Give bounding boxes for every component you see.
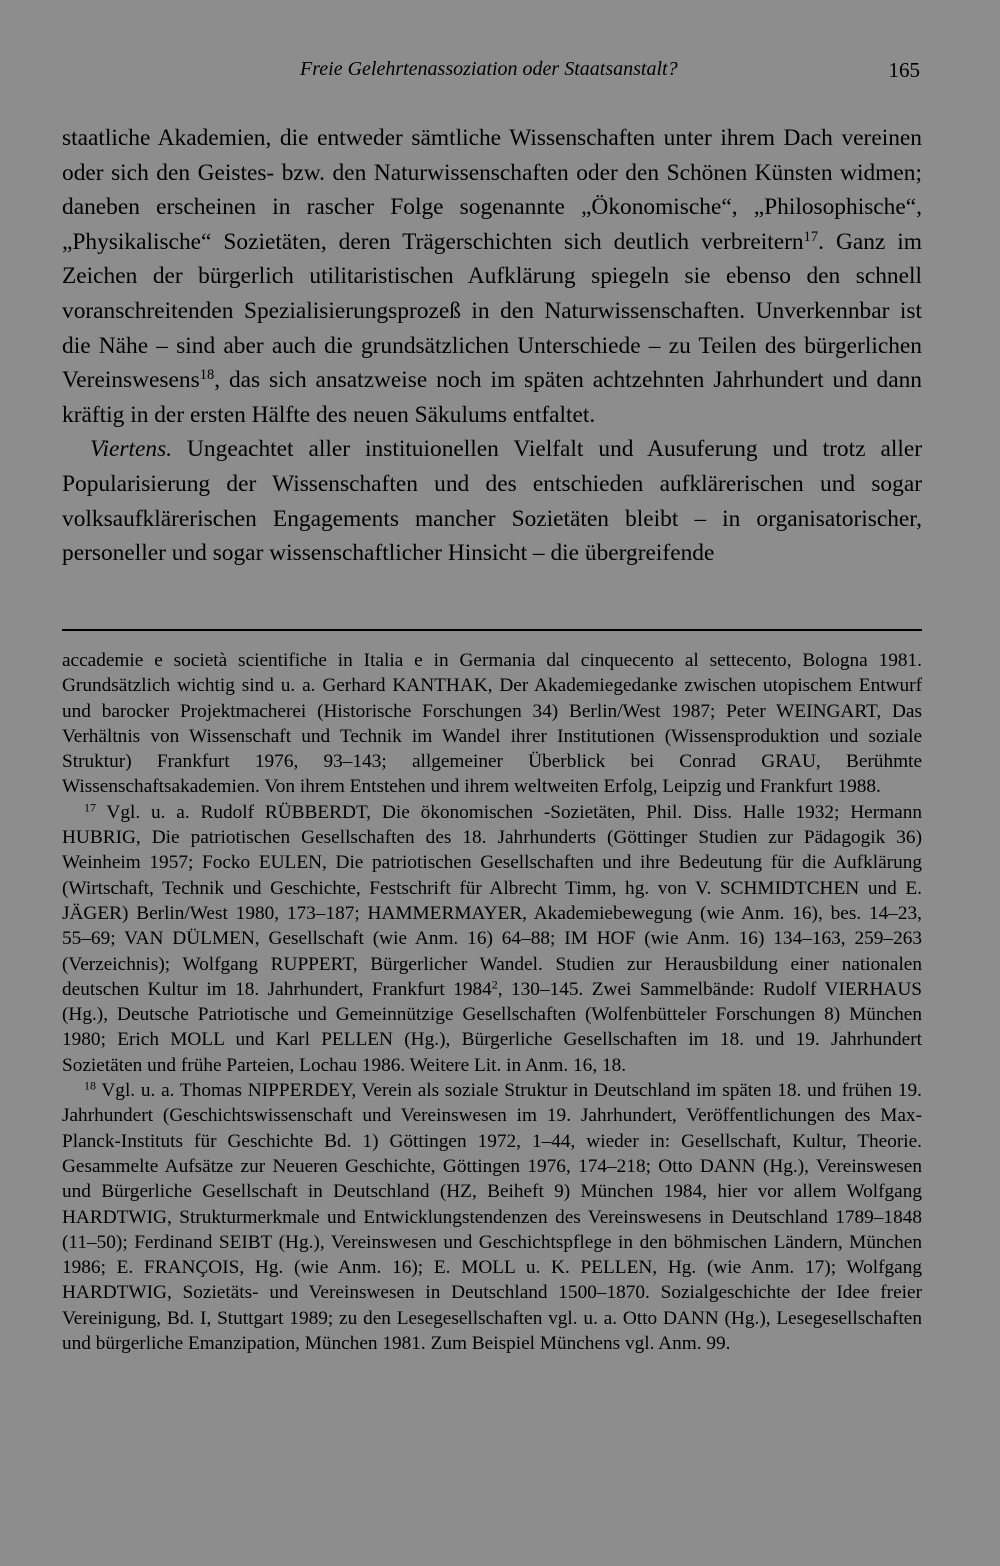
footnote-ref: 17 — [803, 228, 819, 245]
footnote-17 — [62, 800, 922, 1078]
footnote-continuation: accademie e società scientifiche in Italia e in Germania dal cinquecento al settecento, Bologna 1981. Grundsätzlich wichtig sind u. a. Gerhard KANTHAK, Der Akademiegedanke zwischen utopischem Entwurf und barocker Projektmacherei (Historische Forschungen 34) Berlin/West 1987; Peter WEINGART, Das Verhältnis von Wissenschaft und Technik im Wandel ihrer Institutionen (Wissensproduktion und soziale Struktur) Frankfurt 1976, 93–143; allgemeiner Überblick bei Conrad GRAU, Berühmte Wissenschaftsakademien. Von ihrem Entstehen und ihrem weltweiten Erfolg, Leipzig und Frankfurt 1988. — [62, 650, 922, 798]
footnote-text: , 130–145. Zwei Sammelbände: Rudolf VIERHAUS (Hg.), Deutsche Patriotische und Gemeinnützige Gesellschaften (Wolfenbütteler Forschungen 8) München 1980; Erich MOLL und Karl PELLEN (Hg.), Bürgerliche Gesellschaften im 18. und 19. Jahrhundert Sozietäten und frühe Parteien, Lochau 1986. Weitere Lit. in Anm. 16, 18. — [62, 978, 922, 1076]
main-text — [62, 121, 922, 571]
paragraph-lead: Viertens. — [90, 436, 173, 463]
footnote-mark: 18 — [84, 1078, 96, 1093]
footnote-text: Vgl. u. a. Thomas NIPPERDEY, Verein als soziale Struktur in Deutschland im späten 18. und frühen 19. Jahrhundert (Geschichtswissenschaft und Vereinswesen im 19. Jahrhundert, Veröffentlichungen des Max-Planck-Instituts für Geschichte Bd. 1) Göttingen 1972, 1–44, wieder in: Gesellschaft, Kultur, Theorie. Gesammelte Aufsätze zur Neueren Geschichte, Göttingen 1976, 174–218; Otto DANN (Hg.), Vereinswesen und Bürgerliche Gesellschaft in Deutschland (HZ, Beiheft 9) München 1984, hier vor allem Wolfgang HARDTWIG, Strukturmerkmale und Entwicklungstendenzen des Vereinswesens in Deutschland 1789–1848 (11–50); Ferdinand SEIBT (Hg.), Vereinswesen und Geschichtspflege in den böhmischen Ländern, München 1986; E. FRANÇOIS, Hg. (wie Anm. 16); E. MOLL u. K. PELLEN, Hg. (wie Anm. 17); Wolfgang HARDTWIG, Sozietäts- und Vereinswesen in Deutschland 1500–1870. Sozialgeschichte der Idee freier Vereinigung, Bd. I, Stuttgart 1989; zu den Lesegesellschaften vgl. u. a. Otto DANN (Hg.), Lesegesellschaften und bürgerliche Emanzipation, München 1981. Zum Beispiel Münchens vgl. Anm. 99. — [62, 1080, 922, 1355]
footnote-text: Vgl. u. a. Rudolf RÜBBERDT, Die ökonomischen -Sozietäten, Phil. Diss. Halle 1932; Hermann HUBRIG, Die patriotischen Gesellschaften des 18. Jahrhunderts (Göttinger Studien zur Pädagogik 36) Weinheim 1957; Focko EULEN, Die patriotischen Gesellschaften und ihre Bedeutung für die Aufklärung (Wirtschaft, Technik und Geschichte, Festschrift für Albrecht Timm, hg. von V. SCHMIDTCHEN und E. JÄGER) Berlin/West 1980, 173–187; HAMMERMAYER, Akademiebewegung (wie Anm. 16), bes. 14–23, 55–69; VAN DÜLMEN, Gesellschaft (wie Anm. 16) 64–88; IM HOF (wie Anm. 16) 134–163, 259–263 (Verzeichnis); Wolfgang RUPPERT, Bürgerlicher Wandel. Studien zur Herausbildung einer nationalen deutschen Kultur im 18. Jahrhundert, Frankfurt 1984 — [62, 801, 922, 1000]
running-title: Freie Gelehrtenassoziation oder Staatsanstalt? — [300, 58, 678, 80]
paragraph — [62, 121, 922, 432]
text-segment: , das sich ansatzweise noch im späten achtzehnten Jahrhundert und dann kräftig in der ersten Hälfte des neuen Säkulums entfaltet. — [62, 367, 922, 428]
text-segment: Ungeachtet aller instituionellen Vielfalt und Ausuferung und trotz aller Popularisierung der Wissenschaften und des entschieden aufklärerischen und sogar volksaufklärerischen Engagements mancher Sozietäten bleibt – in organisatorischer, personeller und sogar wissenschaftlicher Hinsicht – die übergreifende — [62, 436, 922, 567]
footnote-18 — [62, 1078, 922, 1356]
page-header — [62, 52, 922, 92]
footnote-mark: 17 — [84, 800, 96, 815]
text-segment: staatliche Akademien, die entweder sämtliche Wissenschaften unter ihrem Dach vereinen oder sich den Geistes- bzw. den Naturwissenschaften oder den Schönen Künsten widmen; daneben erscheinen in rascher Folge sogenannte „Ökonomische“, „Philosophische“, „Physikalische“ Sozietäten, deren Trägerschichten sich deutlich verbreitern — [62, 125, 922, 255]
footnotes — [62, 648, 922, 1356]
text-segment: . Ganz im Zeichen der bürgerlich utilitaristischen Aufklärung spiegeln sie ebenso den schnell voranschreitenden Spezialisierungsprozeß in den Naturwissenschaften. Unverkennbar ist die Nähe – sind aber auch die grundsätzlichen Unterschiede – zu Teilen des bürgerlichen Vereinswesens — [62, 228, 923, 394]
footnote-ref: 18 — [199, 367, 215, 384]
page-number: 165 — [888, 58, 920, 82]
paragraph — [62, 432, 922, 570]
footnote-separator — [62, 629, 922, 631]
edition-superscript: 2 — [491, 977, 498, 992]
